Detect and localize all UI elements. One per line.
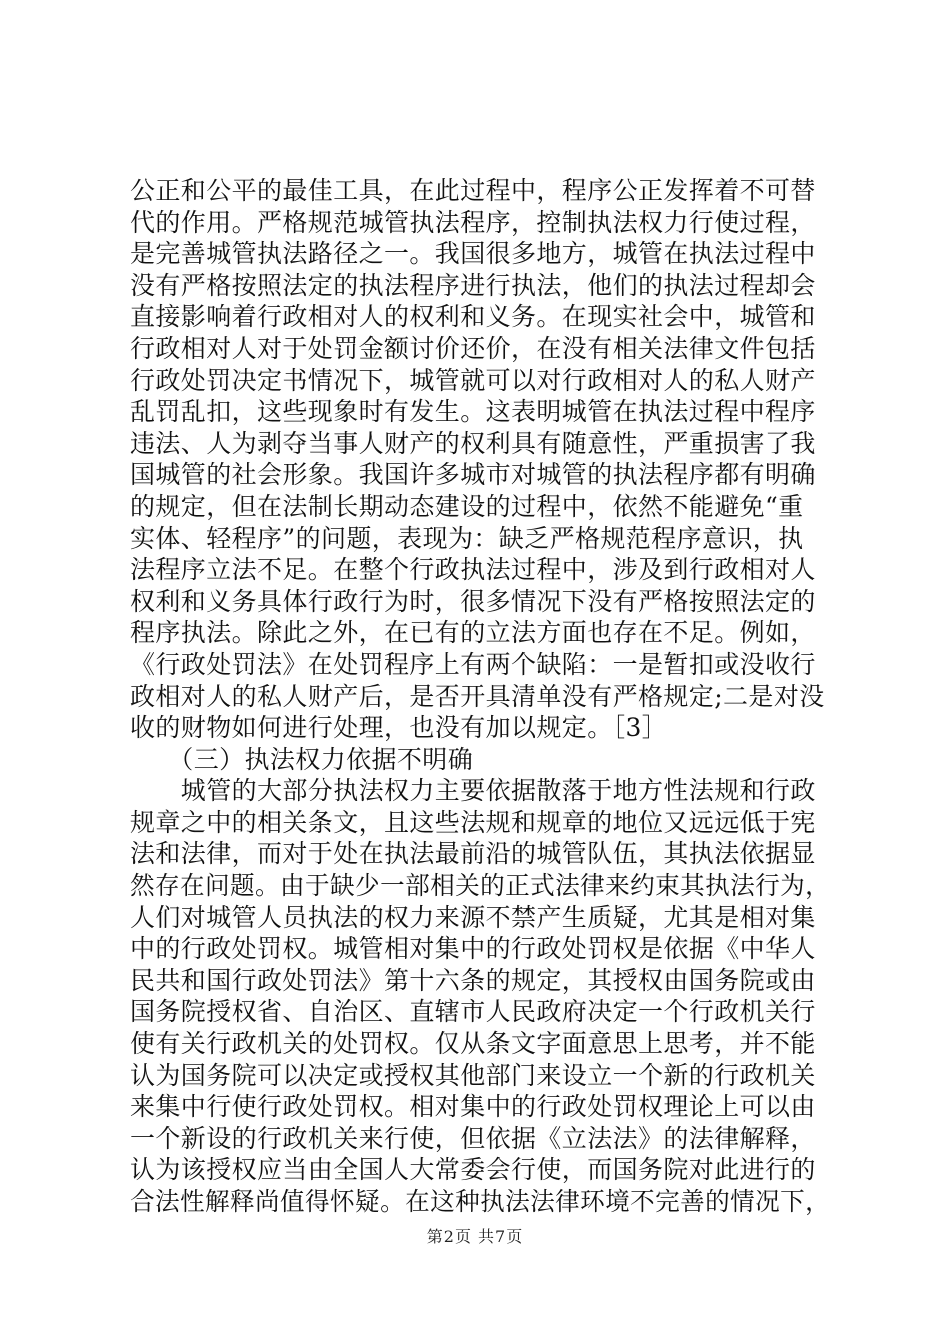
text-line: 政相对人的私人财产后，是否开具清单没有严格规定;二是对没 — [130, 681, 825, 711]
text-line: 行政相对人对于处罚金额讨价还价，在没有相关法律文件包括 — [130, 333, 816, 363]
text-line: 认为国务院可以决定或授权其他部门来设立一个新的行政机关 — [130, 1060, 816, 1090]
text-line: 行政处罚决定书情况下，城管就可以对行政相对人的私人财产 — [130, 365, 816, 395]
text-line: 中的行政处罚权。城管相对集中的行政处罚权是依据《中华人 — [130, 934, 816, 964]
text-line: 认为该授权应当由全国人大常委会行使，而国务院对此进行的 — [130, 1155, 816, 1185]
text-line: 法程序立法不足。在整个行政执法过程中，涉及到行政相对人 — [130, 555, 816, 585]
text-line: 规章之中的相关条文，且这些法规和规章的地位又远远低于宪 — [130, 807, 816, 837]
text-line: （三）执法权力依据不明确 — [130, 744, 474, 774]
text-line: 合法性解释尚值得怀疑。在这种执法法律环境不完善的情况下， — [130, 1187, 831, 1216]
text-line: 实体、轻程序”的问题，表现为：缺乏严格规范程序意识，执 — [130, 523, 804, 553]
text-line: 《行政处罚法》在处罚程序上有两个缺陷：一是暂扣或没收行 — [130, 649, 816, 679]
text-line: 直接影响着行政相对人的权利和义务。在现实社会中，城管和 — [130, 302, 816, 332]
page-footer: 第2页 共7页 — [426, 1227, 524, 1246]
text-line: 是完善城管执法路径之一。我国很多地方，城管在执法过程中 — [130, 239, 816, 269]
text-line: 民共和国行政处罚法》第十六条的规定，其授权由国务院或由 — [130, 965, 816, 995]
text-line: 收的财物如何进行处理，也没有加以规定。［3］ — [130, 713, 668, 743]
text-line: 乱罚乱扣，这些现象时有发生。这表明城管在执法过程中程序 — [130, 397, 816, 427]
text-line: 使有关行政机关的处罚权。仅从条文字面意思上思考，并不能 — [130, 1029, 816, 1059]
text-line: 代的作用。严格规范城管执法程序，控制执法权力行使过程， — [130, 207, 816, 237]
text-line: 人们对城管人员执法的权力来源不禁产生质疑，尤其是相对集 — [130, 902, 816, 932]
body-text — [130, 175, 830, 1218]
text-line: 一个新设的行政机关来行使，但依据《立法法》的法律解释， — [130, 1123, 816, 1153]
text-line: 法和法律，而对于处在执法最前沿的城管队伍，其执法依据显 — [130, 839, 816, 869]
text-line: 来集中行使行政处罚权。相对集中的行政处罚权理论上可以由 — [130, 1092, 816, 1122]
text-line: 城管的大部分执法权力主要依据散落于地方性法规和行政 — [130, 776, 816, 806]
text-line: 公正和公平的最佳工具，在此过程中，程序公正发挥着不可替 — [130, 176, 816, 205]
text-line: 的规定，但在法制长期动态建设的过程中，依然不能避免“重 — [130, 491, 804, 521]
text-line: 国城管的社会形象。我国许多城市对城管的执法程序都有明确 — [130, 460, 816, 490]
text-line: 国务院授权省、自治区、直辖市人民政府决定一个行政机关行 — [130, 997, 816, 1027]
text-line: 程序执法。除此之外，在已有的立法方面也存在不足。例如， — [130, 618, 816, 648]
text-line: 违法、人为剥夺当事人财产的权利具有随意性，严重损害了我 — [130, 428, 816, 458]
text-line: 没有严格按照法定的执法程序进行执法，他们的执法过程却会 — [130, 270, 816, 300]
text-line: 然存在问题。由于缺少一部相关的正式法律来约束其执法行为， — [130, 871, 831, 901]
text-line: 权利和义务具体行政行为时，很多情况下没有严格按照法定的 — [130, 586, 816, 616]
